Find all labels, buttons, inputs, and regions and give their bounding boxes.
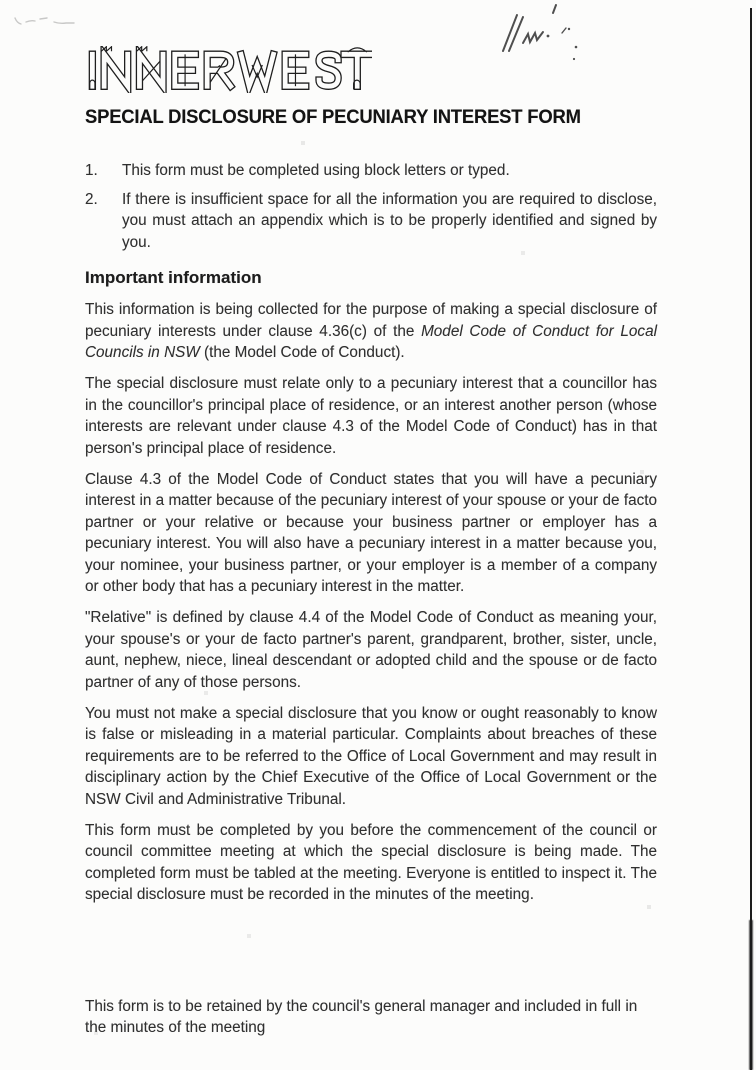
form-title: SPECIAL DISCLOSURE OF PECUNIARY INTEREST FORM [85, 107, 581, 128]
paragraph [85, 703, 657, 811]
section-heading-important-information: Important information [85, 268, 262, 287]
instruction-item [85, 160, 657, 182]
paragraph [85, 820, 657, 906]
scan-edge-line-bottom [749, 920, 753, 1070]
paragraphs [85, 299, 657, 906]
form-content [85, 46, 657, 1054]
paragraph [85, 469, 657, 598]
text-run: The special disclosure must relate only to a pecuniary interest that a councillor has in the councillor's principal place of residence, or an interest another person (whose interests are relevant under clause 4.3 of the Model Code of Conduct) has in that person's principal place of residence. [85, 375, 657, 457]
instruction-text: If there is insufficient space for all the information you are required to disclose, you must attach an appendix which is to be properly identified and signed by you. [122, 190, 657, 251]
instruction-number: 2. [85, 190, 98, 208]
paragraph [85, 607, 657, 693]
scan-specks [0, 0, 2, 2]
text-run: "Relative" is defined by clause 4.4 of the Model Code of Conduct as meaning your, your spouse's or your de facto partner's parent, grandparent, brother, sister, uncle, aunt, nephew, niece, lineal descendant or adopted child and the spouse or de facto partner of any of those persons. [85, 609, 657, 691]
text-run: This information is being collected for the purpose of making a special disclosure of pecuniary interests under clause 4.36(c) of the [85, 301, 657, 340]
scan-smudge [12, 12, 82, 30]
instruction-number: 1. [85, 162, 98, 179]
instruction-item [85, 189, 657, 254]
scan-edge-line [750, 8, 752, 1070]
footer-note: This form is to be retained by the council's general manager and included in full in the minutes of the meeting [85, 997, 638, 1036]
inner-west-council-logo [85, 46, 372, 93]
paragraph [85, 299, 657, 364]
instruction-text: This form must be completed using block letters or typed. [122, 162, 510, 179]
instruction-list [85, 160, 657, 253]
paragraph [85, 373, 657, 459]
text-run: Clause 4.3 of the Model Code of Conduct states that you will have a pecuniary interest in a matter because of the pecuniary interest of your spouse or your de facto partner or your relative or because your business partner or employer has a pecuniary interest. You will also have a pecuniary interest in a matter because you, your nominee, your business partner, or your employer is a member of a company or other body that has a pecuniary interest in the matter. [85, 470, 657, 595]
text-run: You must not make a special disclosure that you know or ought reasonably to know is false or misleading in a material particular. Complaints about breaches of these requirements are to be referred to the Office of Local Government and may result in disciplinary action by the Chief Executive of the Office of Local Government or the NSW Civil and Administrative Tribunal. [85, 704, 657, 808]
italic-run: Model Code of Conduct for Local Councils in NSW [85, 322, 657, 361]
text-run: (the Model Code of Conduct). [199, 344, 405, 361]
text-run: This form must be completed by you before the commencement of the council or council committee meeting at which the special disclosure is being made. The completed form must be tabled at the meeting. Everyone is entitled to inspect it. The special disclosure must be recorded in the minutes of the meeting. [85, 821, 657, 903]
